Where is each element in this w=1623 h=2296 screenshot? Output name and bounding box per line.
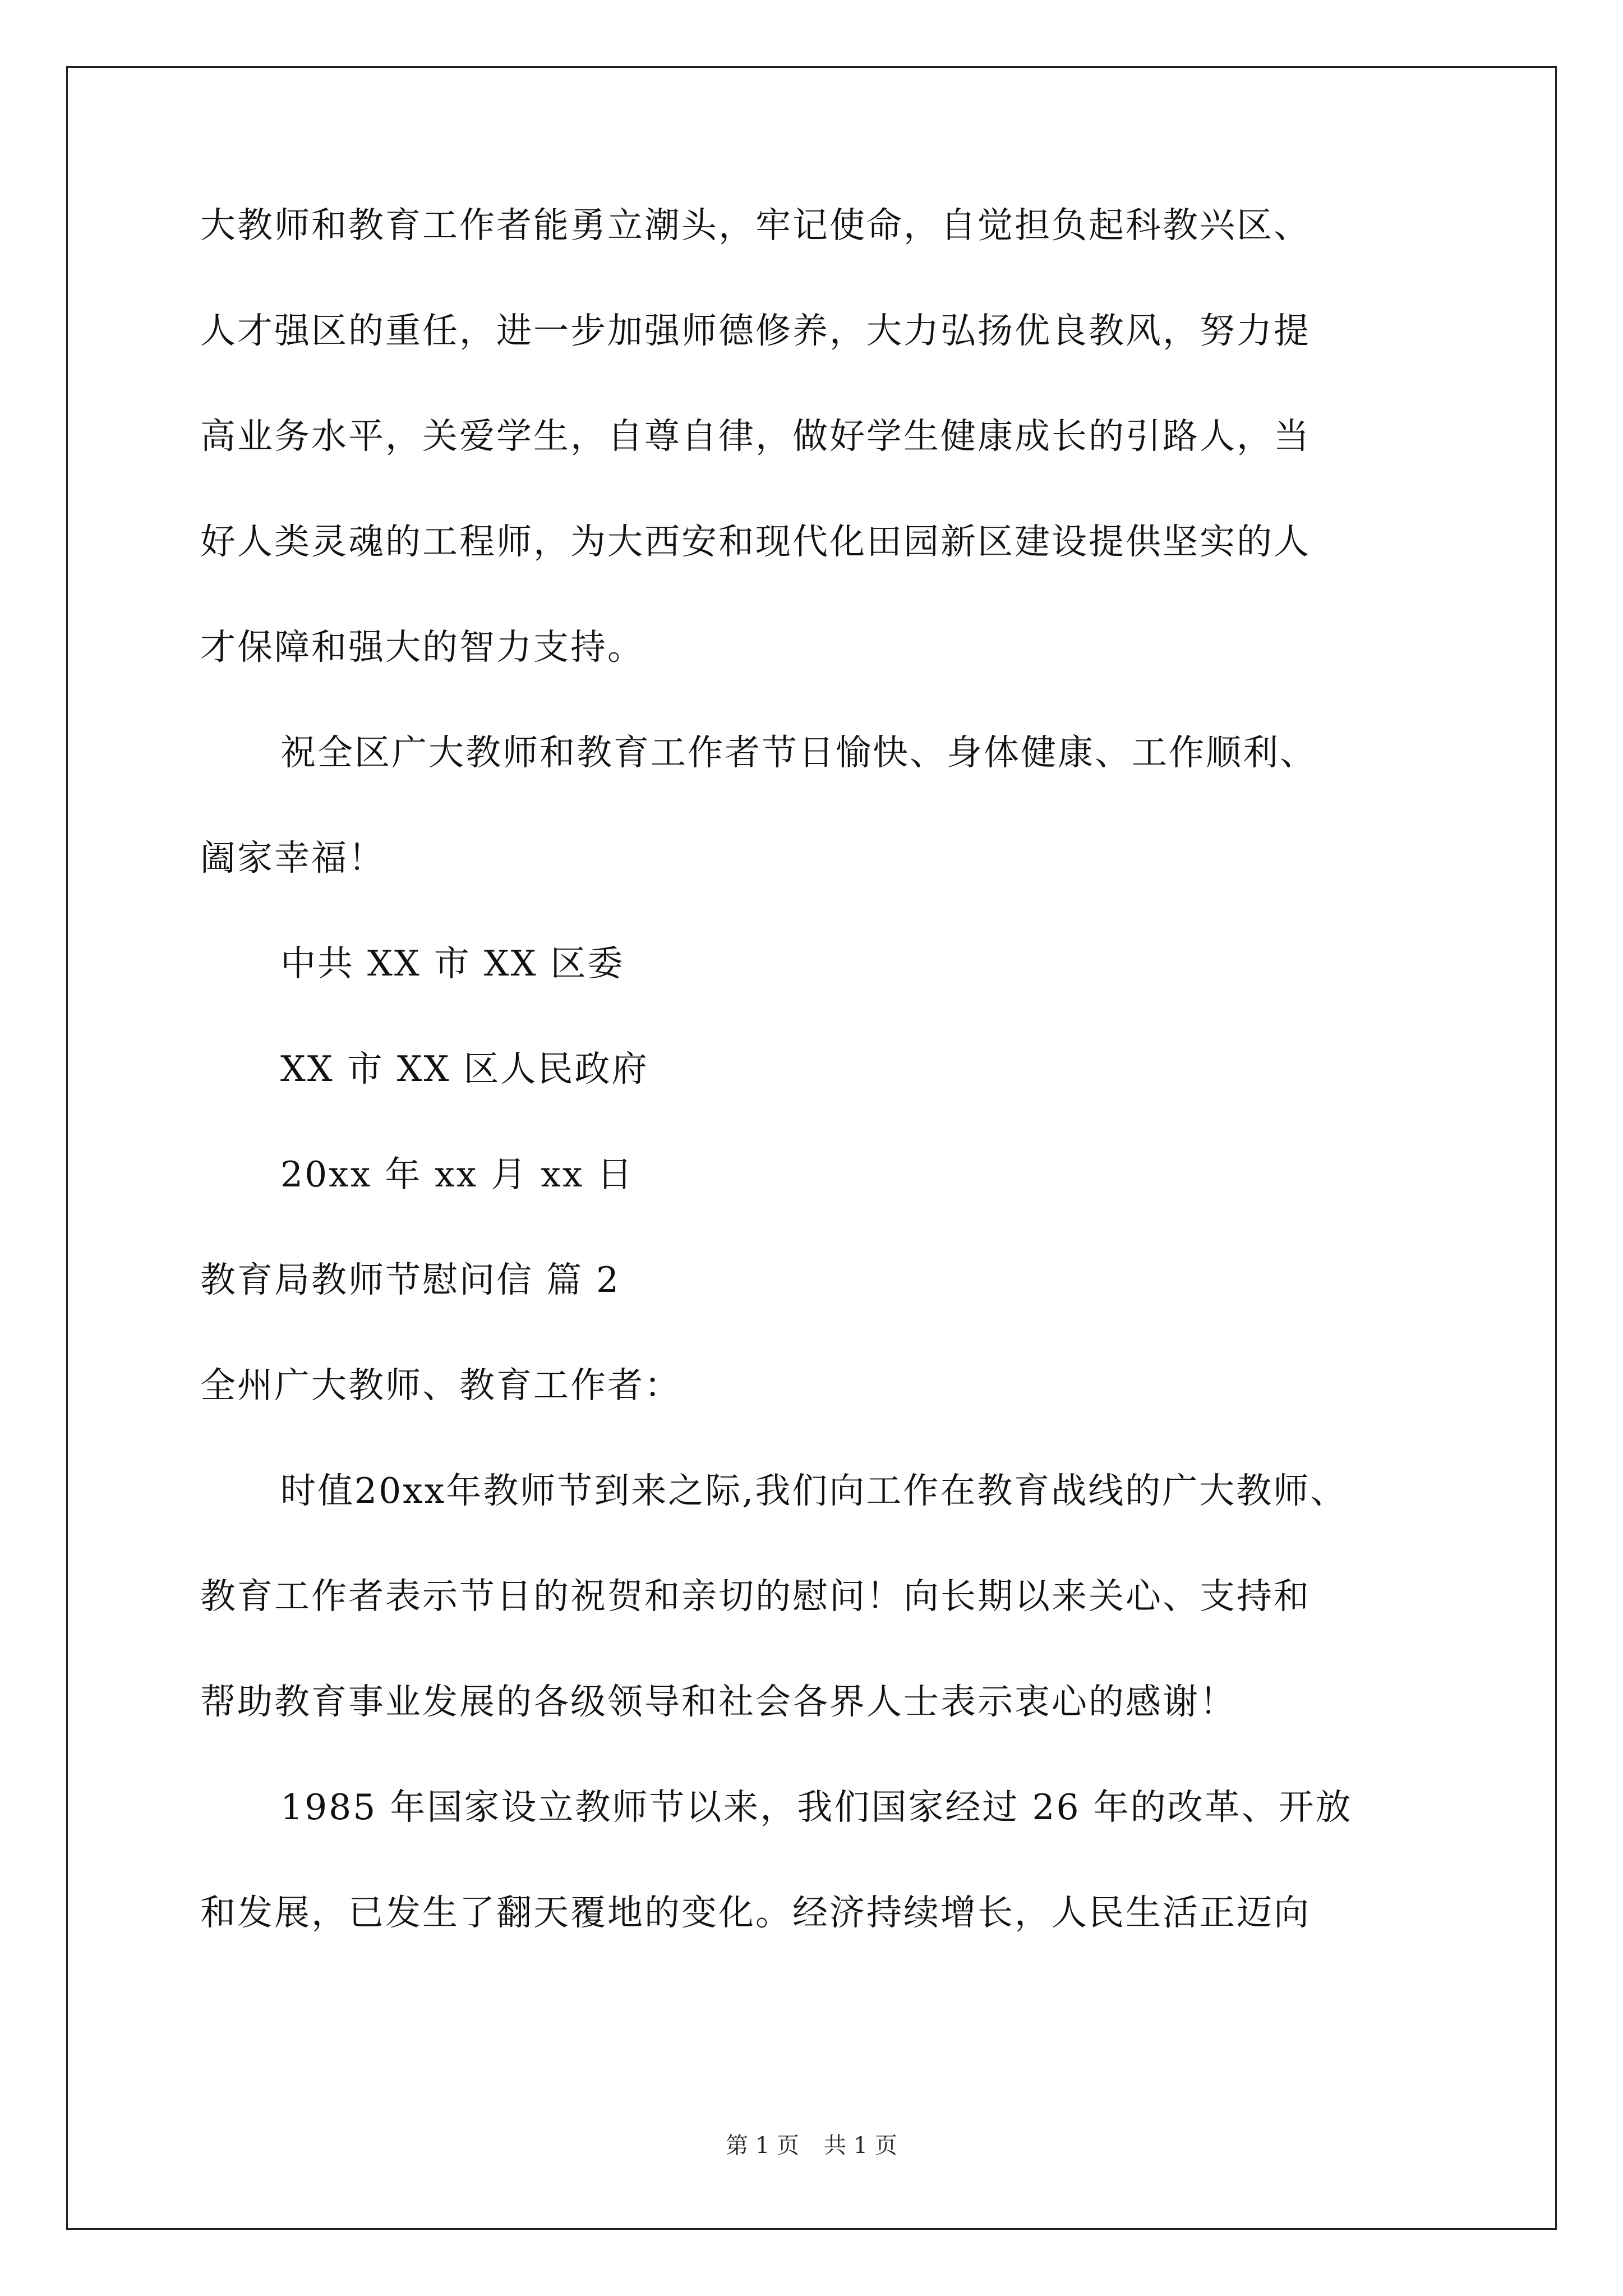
salutation: 全州广大教师、教育工作者：	[200, 1365, 681, 1406]
signature-gov: XX 市 XX 区人民政府	[280, 1048, 649, 1089]
text-line: 时值20xx年教师节到来之际,我们向工作在教育战线的广大教师、	[280, 1470, 1348, 1511]
signature-date: 20xx 年 xx 月 xx 日	[280, 1154, 634, 1195]
text-line: 帮助教育事业发展的各级领导和社会各界人士表示衷心的感谢！	[200, 1681, 1237, 1722]
text-line: 1985 年国家设立教师节以来，我们国家经过 26 年的改革、开放	[280, 1787, 1353, 1828]
text-line: 才保障和强大的智力支持。	[200, 627, 644, 668]
text-line: 教育工作者表示节日的祝贺和亲切的慰问！向长期以来关心、支持和	[200, 1576, 1311, 1617]
text-line: 高业务水平，关爱学生，自尊自律，做好学生健康成长的引路人，当	[200, 416, 1311, 457]
text-line: 人才强区的重任，进一步加强师德修养，大力弘扬优良教风，努力提	[200, 310, 1311, 351]
page-footer	[0, 2132, 1623, 2160]
text-line: 阖家幸福！	[200, 838, 385, 878]
signature-org: 中共 XX 市 XX 区委	[280, 943, 625, 984]
text-line: 和发展，已发生了翻天覆地的变化。经济持续增长，人民生活正迈向	[200, 1892, 1311, 1933]
text-line: 好人类灵魂的工程师，为大西安和现代化田园新区建设提供坚实的人	[200, 521, 1311, 562]
text-line: 祝全区广大教师和教育工作者节日愉快、身体健康、工作顺利、	[280, 732, 1317, 773]
page-number-current: 第 1 页	[726, 2133, 799, 2159]
text-line: 大教师和教育工作者能勇立潮头，牢记使命，自觉担负起科教兴区、	[200, 205, 1311, 246]
page-number-total: 共 1 页	[824, 2133, 897, 2159]
section-heading: 教育局教师节慰问信 篇 2	[200, 1259, 621, 1300]
